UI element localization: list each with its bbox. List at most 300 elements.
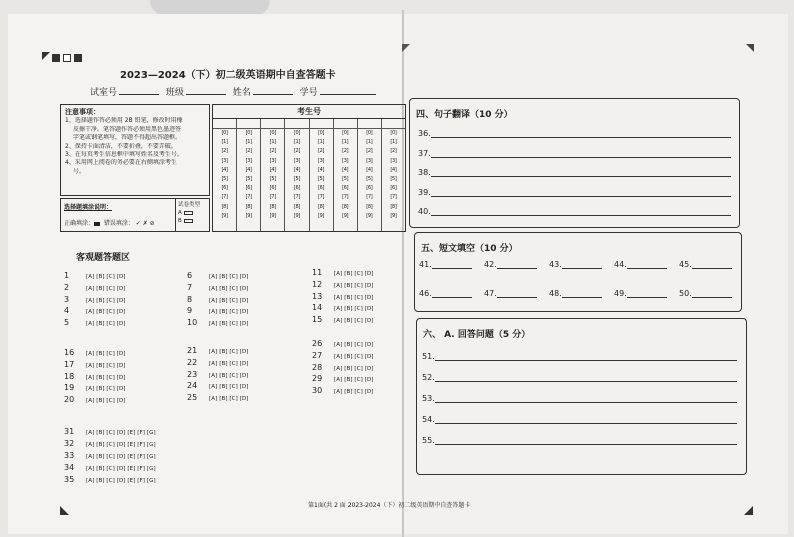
- exam-id-bubble[interactable]: [8]: [317, 203, 325, 210]
- answer-bubbles[interactable]: [A] [B] [C] [D]: [209, 297, 249, 304]
- exam-id-bubble[interactable]: [1]: [366, 139, 373, 146]
- exam-id-bubble[interactable]: [4]: [245, 166, 252, 173]
- exam-id-bubble[interactable]: [6]: [390, 185, 397, 192]
- question-number: 2: [64, 282, 70, 292]
- question-number: 19: [64, 383, 75, 393]
- answer-number: 37.: [418, 148, 431, 158]
- question-number: 5: [64, 318, 70, 328]
- answer-bubbles[interactable]: [A] [B] [C] [D]: [86, 386, 126, 393]
- objective-question: [187, 295, 249, 304]
- exam-id-bubble[interactable]: [7]: [269, 194, 276, 201]
- answer-line: [549, 289, 602, 298]
- answer-number: 53.: [422, 394, 435, 403]
- exam-id-bubble[interactable]: [7]: [390, 194, 397, 201]
- answer-blank[interactable]: [431, 168, 731, 177]
- paper-type-a-label: A: [178, 210, 182, 216]
- objective-question: [187, 283, 249, 292]
- answer-number: 43.: [549, 260, 562, 269]
- exam-id-bubble[interactable]: [2]: [245, 148, 252, 155]
- exam-id-bubble[interactable]: [5]: [342, 176, 349, 183]
- answer-bubbles[interactable]: [A] [B] [C] [D]: [86, 351, 126, 357]
- objective-question: [312, 374, 374, 383]
- question-number: 10: [187, 318, 198, 328]
- answer-number: 54.: [422, 415, 435, 424]
- page-marker-empty: [63, 54, 71, 62]
- exam-id-column: [382, 119, 405, 231]
- wrong-fill-marks: ✓ ✗ ⊘: [135, 220, 155, 227]
- answer-line: [484, 260, 537, 269]
- exam-id-bubble[interactable]: [3]: [317, 157, 325, 164]
- objective-question: [187, 271, 249, 280]
- objective-question: [64, 283, 126, 292]
- exam-id-bubble[interactable]: [3]: [269, 157, 276, 164]
- exam-id-bubble[interactable]: [6]: [245, 185, 252, 192]
- notice-box: [60, 104, 210, 196]
- page-marker-filled: [74, 54, 82, 62]
- exam-id-bubble[interactable]: [0]: [221, 130, 228, 136]
- page-footer: 第1面(共 2 面 2023-2024（下）初二级英语期中自查答题卡: [308, 502, 471, 509]
- field-student-no-blank[interactable]: [320, 87, 376, 95]
- answer-bubbles[interactable]: [A] [B] [C] [D]: [86, 309, 126, 316]
- exam-id-bubble[interactable]: [8]: [342, 203, 349, 210]
- objective-question: [312, 351, 374, 360]
- notice-item: 3、在每页考生信息框中填写姓名及考生号。: [65, 151, 183, 159]
- notice-item: 4、采用网上阅卷的务必要在右侧填涂考生: [65, 159, 177, 167]
- answer-number: 47.: [484, 289, 497, 298]
- exam-id-bubble[interactable]: [0]: [269, 130, 276, 136]
- answer-bubbles[interactable]: [A] [B] [C] [D]: [209, 309, 249, 316]
- answer-bubbles[interactable]: [A] [B] [C] [D]: [86, 398, 126, 405]
- question-number: 29: [312, 374, 323, 384]
- field-class: 班级: [165, 88, 184, 98]
- objective-question: [64, 451, 156, 460]
- answer-blank[interactable]: [431, 188, 731, 197]
- objective-question: [312, 339, 374, 348]
- exam-id-bubble[interactable]: [2]: [293, 148, 301, 155]
- exam-id-digit-box[interactable]: [334, 119, 357, 129]
- exam-id-bubble[interactable]: [8]: [269, 203, 276, 210]
- fill-instructions-box: [60, 198, 210, 232]
- answer-blank[interactable]: [692, 289, 732, 298]
- answer-number: 45.: [679, 260, 692, 269]
- exam-id-bubble[interactable]: [9]: [366, 212, 373, 219]
- exam-id-bubble[interactable]: [0]: [342, 130, 349, 136]
- exam-id-bubble[interactable]: [1]: [342, 139, 349, 146]
- objective-question: [64, 348, 126, 357]
- answer-bubbles[interactable]: [A] [B] [C] [D] [E] [F] [G]: [86, 430, 156, 436]
- question-number: 25: [187, 393, 198, 403]
- answer-bubbles[interactable]: [A] [B] [C] [D]: [86, 274, 126, 280]
- answer-number: 52.: [422, 373, 435, 382]
- objective-question: [64, 372, 126, 381]
- exam-id-column: [310, 119, 334, 231]
- answer-bubbles[interactable]: [A] [B] [C] [D]: [334, 342, 374, 348]
- objective-question: [64, 463, 156, 472]
- question-number: 32: [64, 439, 75, 448]
- notice-item: 号。: [73, 167, 86, 175]
- answer-bubbles[interactable]: [A] [B] [C] [D]: [86, 362, 126, 369]
- exam-id-bubble[interactable]: [0]: [366, 130, 373, 136]
- answer-line: [614, 289, 667, 298]
- field-class-blank[interactable]: [186, 87, 226, 95]
- answer-bubbles[interactable]: [A] [B] [C] [D]: [209, 372, 249, 379]
- answer-bubbles[interactable]: [A] [B] [C] [D]: [86, 297, 126, 304]
- exam-id-bubble[interactable]: [6]: [221, 185, 228, 192]
- objective-question: [312, 386, 374, 395]
- answer-bubbles[interactable]: [A] [B] [C] [D]: [86, 321, 126, 328]
- exam-id-digit-box[interactable]: [285, 119, 308, 129]
- question-number: 30: [312, 386, 323, 396]
- question-number: 23: [187, 369, 198, 379]
- answer-number: 36.: [418, 129, 431, 138]
- field-student-no: 学号: [299, 88, 318, 98]
- answer-line: [679, 289, 732, 298]
- answer-blank[interactable]: [431, 129, 731, 138]
- answer-blank[interactable]: [435, 352, 737, 361]
- question-number: 13: [312, 291, 323, 301]
- exam-id-bubble[interactable]: [5]: [317, 176, 325, 183]
- exam-id-bubble[interactable]: [9]: [269, 212, 276, 219]
- exam-id-bubble[interactable]: [7]: [342, 194, 349, 201]
- exam-id-bubble[interactable]: [9]: [342, 212, 349, 219]
- objective-question: [64, 360, 126, 369]
- exam-id-bubble[interactable]: [4]: [269, 166, 276, 173]
- objective-question: [64, 271, 126, 280]
- answer-blank[interactable]: [431, 149, 731, 158]
- answer-line: [422, 436, 737, 445]
- exam-id-digit-box[interactable]: [237, 119, 260, 129]
- answer-bubbles[interactable]: [A] [B] [C] [D]: [334, 389, 374, 396]
- answer-line: [419, 289, 472, 298]
- answer-blank[interactable]: [431, 207, 731, 216]
- answer-blank[interactable]: [435, 436, 737, 445]
- field-name: 姓名: [232, 88, 251, 98]
- objective-question: [312, 268, 374, 277]
- exam-id-column: [285, 119, 309, 231]
- answer-bubbles[interactable]: [A] [B] [C] [D]: [209, 396, 249, 403]
- answer-line: [484, 289, 537, 298]
- objective-question: [312, 280, 374, 289]
- question-number: 7: [187, 282, 193, 292]
- question-number: 18: [64, 371, 75, 381]
- answer-bubbles[interactable]: [A] [B] [C] [D]: [209, 360, 249, 367]
- objective-question: [64, 295, 126, 304]
- exam-id-bubble[interactable]: [1]: [269, 139, 276, 146]
- exam-id-bubble[interactable]: [6]: [366, 185, 373, 192]
- objective-question: [312, 303, 374, 312]
- exam-id-bubble[interactable]: [7]: [293, 194, 301, 201]
- objective-question: [312, 363, 374, 372]
- answer-line: [418, 129, 731, 138]
- answer-blank[interactable]: [562, 289, 602, 298]
- exam-id-bubble[interactable]: [2]: [390, 148, 397, 155]
- answer-blank[interactable]: [497, 289, 537, 298]
- objective-question: [64, 306, 126, 315]
- exam-id-bubble[interactable]: [1]: [221, 139, 228, 146]
- exam-id-digit-box[interactable]: [213, 119, 236, 129]
- exam-id-bubble[interactable]: [2]: [366, 148, 373, 155]
- answer-line: [422, 352, 737, 361]
- question-number: 26: [312, 339, 323, 348]
- answer-number: 41.: [419, 260, 432, 269]
- answer-blank[interactable]: [435, 415, 737, 424]
- exam-id-bubble[interactable]: [5]: [390, 176, 397, 183]
- paper-type-heading: 试卷类型: [178, 202, 201, 208]
- answer-bubbles[interactable]: [A] [B] [C] [D]: [334, 271, 374, 277]
- exam-id-columns: [213, 119, 405, 231]
- objective-question: [187, 318, 249, 327]
- exam-id-digit-box[interactable]: [310, 119, 333, 129]
- answer-bubbles[interactable]: [A] [B] [C] [D]: [209, 274, 249, 280]
- exam-id-bubble[interactable]: [6]: [269, 185, 276, 192]
- exam-id-bubble[interactable]: [9]: [221, 212, 228, 219]
- exam-id-bubble[interactable]: [4]: [366, 166, 373, 173]
- correct-fill-label: 正确填涂：: [64, 220, 95, 227]
- answer-bubbles[interactable]: [A] [B] [C] [D] [E] [F] [G]: [86, 478, 156, 484]
- answer-blank[interactable]: [432, 260, 472, 269]
- question-number: 31: [64, 427, 75, 436]
- exam-id-digit-box[interactable]: [261, 119, 284, 129]
- answer-number: 38.: [418, 168, 431, 177]
- exam-id-bubble[interactable]: [2]: [269, 148, 276, 155]
- question-number: 24: [187, 381, 198, 391]
- exam-id-bubble[interactable]: [0]: [390, 130, 397, 136]
- exam-id-bubble[interactable]: [3]: [366, 157, 373, 164]
- answer-line: [422, 415, 737, 424]
- question-number: 35: [64, 475, 75, 484]
- answer-blank[interactable]: [435, 373, 737, 382]
- exam-id-bubble[interactable]: [7]: [317, 194, 325, 201]
- registration-mark-bottom-left: [60, 506, 69, 515]
- answer-bubbles[interactable]: [A] [B] [C] [D]: [209, 321, 249, 328]
- answer-blank[interactable]: [627, 289, 667, 298]
- exam-id-bubble[interactable]: [3]: [293, 157, 301, 164]
- question-number: 33: [64, 451, 75, 460]
- exam-id-bubble[interactable]: [1]: [390, 139, 397, 146]
- fill-heading: 选择题填涂说明：: [64, 204, 113, 211]
- exam-id-column: [213, 119, 237, 231]
- objective-question: [64, 318, 126, 327]
- question-number: 22: [187, 357, 198, 367]
- exam-id-bubble[interactable]: [4]: [317, 166, 325, 173]
- page-marker-filled: [52, 54, 60, 62]
- answer-blank[interactable]: [562, 260, 602, 269]
- question-number: 4: [64, 306, 70, 316]
- question-number: 28: [312, 362, 323, 372]
- exam-id-bubble[interactable]: [9]: [390, 212, 397, 219]
- answer-number: 55.: [422, 436, 435, 445]
- answer-bubbles[interactable]: [A] [B] [C] [D]: [334, 353, 374, 360]
- page-title: 2023—2024（下）初二级英语期中自查答题卡: [120, 70, 336, 81]
- answer-bubbles[interactable]: [A] [B] [C] [D] [E] [F] [G]: [86, 454, 156, 460]
- exam-id-bubble[interactable]: [6]: [317, 185, 325, 192]
- exam-id-bubble[interactable]: [2]: [342, 148, 349, 155]
- answer-blank[interactable]: [432, 289, 472, 298]
- exam-id-column: [358, 119, 382, 231]
- exam-id-bubble[interactable]: [8]: [293, 203, 301, 210]
- notice-item: 字笔或钢笔填写，答题不得超出答题框。: [73, 134, 182, 142]
- objective-question: [187, 370, 249, 379]
- exam-id-bubble[interactable]: [4]: [390, 166, 397, 173]
- exam-id-bubble[interactable]: [9]: [245, 212, 252, 219]
- registration-mark-top-left: [42, 52, 50, 60]
- answer-number: 49.: [614, 289, 627, 298]
- exam-id-bubble[interactable]: [0]: [317, 130, 325, 136]
- question-number: 11: [312, 268, 323, 277]
- registration-mark-top-right: [746, 44, 754, 52]
- exam-id-bubble[interactable]: [4]: [342, 166, 349, 173]
- answer-line: [418, 168, 731, 177]
- exam-id-bubble[interactable]: [5]: [221, 176, 228, 183]
- answer-line: [422, 394, 737, 403]
- question-number: 15: [312, 315, 323, 325]
- answer-line: [418, 149, 731, 158]
- answer-bubbles[interactable]: [A] [B] [C] [D]: [209, 384, 249, 391]
- answer-bubbles[interactable]: [A] [B] [C] [D]: [209, 285, 249, 292]
- notice-item: 皮擦干净。笔答题作答必须用黑色墨迹签: [73, 125, 182, 133]
- answer-line: [422, 373, 737, 382]
- wrong-fill-label: 错误填涂：: [103, 220, 134, 227]
- objective-question: [64, 383, 126, 392]
- exam-id-bubble[interactable]: [4]: [293, 166, 301, 173]
- field-room-blank[interactable]: [119, 87, 159, 95]
- question-number: 16: [64, 348, 75, 357]
- answer-blank[interactable]: [435, 394, 737, 403]
- exam-id-bubble[interactable]: [9]: [317, 212, 325, 219]
- section-cloze: [414, 232, 742, 312]
- objective-question: [187, 381, 249, 390]
- question-number: 8: [187, 294, 193, 304]
- paper-type-b-bubble[interactable]: [184, 219, 193, 223]
- exam-id-bubble[interactable]: [3]: [221, 157, 228, 164]
- answer-bubbles[interactable]: [A] [B] [C] [D]: [86, 285, 126, 292]
- question-number: 20: [64, 395, 75, 405]
- exam-id-bubble[interactable]: [1]: [293, 139, 301, 146]
- exam-id-digit-box[interactable]: [382, 119, 405, 129]
- answer-line: [614, 260, 667, 269]
- question-number: 9: [187, 306, 193, 316]
- answer-number: 50.: [679, 289, 692, 298]
- question-number: 17: [64, 359, 75, 369]
- exam-id-bubble[interactable]: [5]: [293, 176, 301, 183]
- answer-bubbles[interactable]: [A] [B] [C] [D]: [334, 365, 374, 372]
- paper-type-b-label: B: [178, 218, 182, 224]
- exam-id-bubble[interactable]: [8]: [366, 203, 373, 210]
- answer-line: [549, 260, 602, 269]
- answer-blank[interactable]: [627, 260, 667, 269]
- answer-line: [419, 260, 472, 269]
- exam-id-bubble[interactable]: [1]: [245, 139, 252, 146]
- objective-question: [64, 427, 156, 436]
- exam-id-bubble[interactable]: [3]: [245, 157, 252, 164]
- paper-type-box: [175, 199, 209, 231]
- section-cloze-heading: 五、短文填空（10 分）: [421, 244, 518, 254]
- notice-item: 1、选择题作答必须用 2B 铅笔，修改时用橡: [65, 117, 183, 125]
- objective-question: [187, 306, 249, 315]
- exam-id-column: [261, 119, 285, 231]
- objective-question: [187, 358, 249, 367]
- student-info-row: [90, 85, 380, 98]
- correct-fill-mark: [94, 222, 100, 226]
- exam-id-bubble[interactable]: [3]: [390, 157, 397, 164]
- section-answer-questions-heading: 六、 A. 回答问题（5 分）: [423, 330, 531, 340]
- exam-id-box: [212, 104, 406, 232]
- exam-id-bubble[interactable]: [0]: [293, 130, 301, 136]
- objective-question: [312, 292, 374, 301]
- exam-id-bubble[interactable]: [7]: [245, 194, 252, 201]
- exam-id-bubble[interactable]: [5]: [245, 176, 252, 183]
- exam-id-bubble[interactable]: [8]: [390, 203, 397, 210]
- answer-bubbles[interactable]: [A] [B] [C] [D]: [209, 349, 249, 355]
- exam-id-bubble[interactable]: [0]: [245, 130, 252, 136]
- exam-id-bubble[interactable]: [5]: [269, 176, 276, 183]
- exam-id-bubble[interactable]: [6]: [342, 185, 349, 192]
- section-translation-heading: 四、句子翻译（10 分）: [416, 110, 513, 120]
- answer-blank[interactable]: [497, 260, 537, 269]
- objective-question: [187, 346, 249, 355]
- exam-id-bubble[interactable]: [7]: [366, 194, 373, 201]
- answer-bubbles[interactable]: [A] [B] [C] [D]: [334, 306, 374, 313]
- exam-id-bubble[interactable]: [3]: [342, 157, 349, 164]
- page-fold: [402, 10, 404, 537]
- answer-number: 40.: [418, 207, 431, 216]
- paper-type-a-bubble[interactable]: [184, 211, 193, 215]
- exam-id-column: [237, 119, 261, 231]
- objective-question: [312, 315, 374, 324]
- field-name-blank[interactable]: [253, 87, 293, 95]
- answer-bubbles[interactable]: [A] [B] [C] [D] [E] [F] [G]: [86, 442, 156, 448]
- exam-id-bubble[interactable]: [7]: [221, 194, 228, 201]
- exam-id-bubble[interactable]: [6]: [293, 185, 301, 192]
- answer-number: 39.: [418, 187, 431, 197]
- exam-id-digit-box[interactable]: [358, 119, 381, 129]
- exam-id-bubble[interactable]: [8]: [245, 203, 252, 210]
- answer-line: [679, 260, 732, 269]
- answer-number: 42.: [484, 260, 497, 269]
- registration-mark-top-middle: [402, 44, 410, 52]
- exam-id-bubble[interactable]: [2]: [221, 148, 228, 155]
- objective-question: [64, 395, 126, 404]
- answer-line: [418, 207, 731, 216]
- objective-question: [64, 475, 156, 484]
- objective-question: [187, 393, 249, 402]
- objective-question: [64, 439, 156, 448]
- question-number: 27: [312, 350, 323, 360]
- objective-section-title: 客观题答题区: [76, 253, 131, 263]
- answer-bubbles[interactable]: [A] [B] [C] [D]: [334, 377, 374, 384]
- exam-id-bubble[interactable]: [9]: [293, 212, 301, 219]
- answer-bubbles[interactable]: [A] [B] [C] [D]: [334, 318, 374, 325]
- answer-line: [418, 188, 731, 197]
- question-number: 3: [64, 294, 70, 304]
- question-number: 6: [187, 271, 193, 280]
- answer-blank[interactable]: [692, 260, 732, 269]
- exam-id-bubble[interactable]: [8]: [221, 203, 228, 210]
- exam-id-bubble[interactable]: [1]: [317, 139, 325, 146]
- answer-bubbles[interactable]: [A] [B] [C] [D] [E] [F] [G]: [86, 466, 156, 472]
- exam-id-heading: 考生号: [213, 105, 405, 119]
- question-number: 21: [187, 346, 198, 355]
- answer-bubbles[interactable]: [A] [B] [C] [D]: [334, 294, 374, 301]
- exam-id-bubble[interactable]: [4]: [221, 166, 228, 173]
- question-number: 14: [312, 303, 323, 313]
- answer-bubbles[interactable]: [A] [B] [C] [D]: [86, 374, 126, 381]
- exam-id-bubble[interactable]: [2]: [317, 148, 325, 155]
- answer-bubbles[interactable]: [A] [B] [C] [D]: [334, 282, 374, 289]
- exam-id-bubble[interactable]: [5]: [366, 176, 373, 183]
- notice-item: 2、保持卡面清洁，不要折叠，不要弄破。: [65, 142, 177, 150]
- answer-number: 46.: [419, 289, 432, 298]
